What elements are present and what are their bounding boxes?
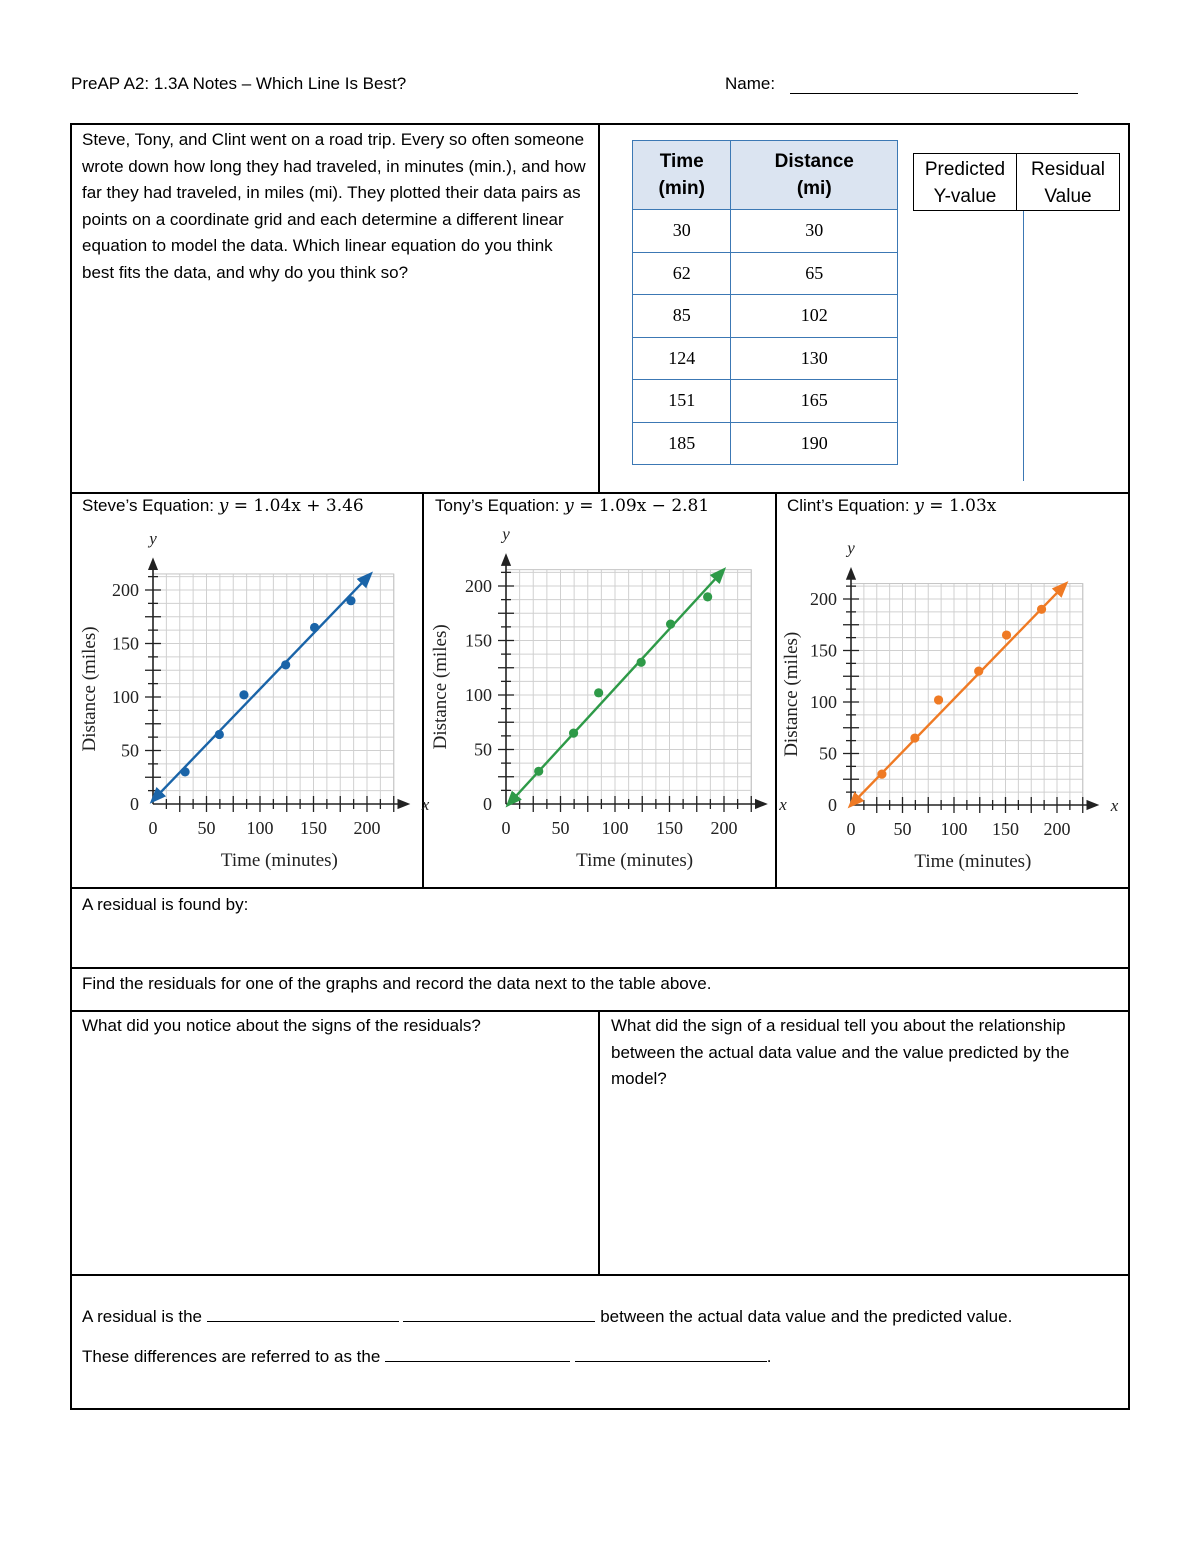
steve-equation: Steve’s Equation: y = 1.04x + 3.46 bbox=[82, 496, 364, 516]
x-axis-title: Time (minutes) bbox=[576, 850, 694, 871]
blank-4[interactable] bbox=[575, 1347, 767, 1362]
blank-3[interactable] bbox=[385, 1347, 570, 1362]
data-point bbox=[281, 660, 290, 669]
y-axis-title: Distance (miles) bbox=[781, 631, 802, 757]
divider-questions bbox=[598, 1010, 600, 1276]
data-point bbox=[181, 767, 190, 776]
x-tick-label: 100 bbox=[601, 818, 629, 838]
data-point bbox=[534, 767, 543, 776]
residual-table-header bbox=[913, 153, 1120, 211]
x-tick-label: 0 bbox=[846, 819, 856, 839]
y-axis-name: y bbox=[502, 524, 510, 544]
data-point bbox=[877, 770, 886, 779]
divider-graph1 bbox=[422, 492, 424, 889]
divider-row3 bbox=[70, 967, 1130, 969]
divider-top-vertical bbox=[598, 123, 600, 494]
y-tick-label: 100 bbox=[112, 687, 139, 707]
tony-graph bbox=[426, 524, 787, 880]
x-tick-label: 100 bbox=[940, 819, 968, 839]
clint-graph bbox=[777, 540, 1122, 880]
residual-definition-prompt: A residual is found by: bbox=[82, 895, 249, 914]
y-tick-label: 50 bbox=[474, 739, 492, 760]
table-header-distance: Distance (mi) bbox=[731, 141, 898, 210]
table-cell: 102 bbox=[731, 295, 898, 338]
table-cell: 30 bbox=[731, 210, 898, 253]
y-tick-label: 150 bbox=[810, 640, 837, 661]
data-point bbox=[1037, 605, 1046, 614]
y-axis-name: y bbox=[847, 538, 855, 558]
fill-in-line-2: These differences are referred to as the . bbox=[82, 1347, 772, 1366]
fit-line bbox=[152, 574, 371, 801]
x-tick-label: 150 bbox=[300, 818, 327, 838]
data-point bbox=[310, 623, 319, 632]
x-tick-label: 50 bbox=[197, 818, 216, 838]
tony-equation: Tony’s Equation: y = 1.09x − 2.81 bbox=[435, 496, 710, 516]
data-point bbox=[703, 592, 712, 601]
table-row bbox=[633, 422, 898, 465]
table-cell: 185 bbox=[633, 422, 731, 465]
y-axis-title: Distance (miles) bbox=[79, 626, 100, 752]
data-point bbox=[974, 667, 983, 676]
y-tick-label: 150 bbox=[465, 630, 492, 651]
x-tick-label: 150 bbox=[656, 818, 683, 838]
x-axis-name: x bbox=[421, 795, 430, 814]
x-tick-label: 200 bbox=[353, 818, 381, 838]
table-row bbox=[633, 380, 898, 423]
residual-value-header: Residual Value bbox=[1031, 159, 1105, 207]
y-tick-label: 0 bbox=[483, 794, 492, 814]
table-row bbox=[633, 337, 898, 380]
y-tick-label: 0 bbox=[130, 794, 139, 814]
x-tick-label: 0 bbox=[148, 818, 158, 838]
divider-row5 bbox=[70, 1274, 1130, 1276]
data-point bbox=[239, 690, 248, 699]
table-row bbox=[633, 295, 898, 338]
y-tick-label: 200 bbox=[112, 580, 139, 600]
table-cell: 65 bbox=[731, 252, 898, 295]
table-header-time: Time (min) bbox=[633, 141, 731, 210]
y-tick-label: 200 bbox=[465, 576, 492, 596]
table-cell: 165 bbox=[731, 380, 898, 423]
table-cell: 85 bbox=[633, 295, 731, 338]
x-tick-label: 50 bbox=[551, 818, 570, 838]
name-blank-line[interactable] bbox=[790, 93, 1078, 94]
data-point bbox=[215, 730, 224, 739]
x-tick-label: 0 bbox=[501, 818, 511, 838]
table-cell: 151 bbox=[633, 380, 731, 423]
data-point bbox=[934, 695, 943, 704]
divider-row2 bbox=[70, 887, 1130, 889]
y-tick-label: 150 bbox=[112, 633, 139, 654]
predicted-y-header: Predicted Y-value bbox=[914, 154, 1017, 210]
fill-in-line-1: A residual is the between the actual data value and the predicted value. bbox=[82, 1307, 1013, 1326]
y-axis-title: Distance (miles) bbox=[430, 624, 451, 750]
blank-2[interactable] bbox=[403, 1307, 595, 1322]
residual-table-divider bbox=[1023, 211, 1024, 481]
x-axis-name: x bbox=[1110, 796, 1119, 815]
clint-equation: Clint’s Equation: y = 1.03x bbox=[787, 496, 997, 516]
x-axis-title: Time (minutes) bbox=[914, 851, 1032, 872]
y-tick-label: 200 bbox=[810, 589, 837, 609]
data-point bbox=[346, 596, 355, 605]
data-point bbox=[594, 688, 603, 697]
page-title: PreAP A2: 1.3A Notes – Which Line Is Best? bbox=[71, 74, 407, 93]
divider-row1 bbox=[70, 492, 1130, 494]
table-cell: 190 bbox=[731, 422, 898, 465]
data-point bbox=[1002, 630, 1011, 639]
data-point bbox=[666, 620, 675, 629]
blank-1[interactable] bbox=[207, 1307, 399, 1322]
y-tick-label: 0 bbox=[828, 795, 837, 815]
y-tick-label: 100 bbox=[465, 685, 492, 705]
y-tick-label: 100 bbox=[810, 692, 837, 712]
x-axis-title: Time (minutes) bbox=[220, 850, 338, 871]
table-cell: 30 bbox=[633, 210, 731, 253]
table-row bbox=[633, 252, 898, 295]
table-cell: 124 bbox=[633, 337, 731, 380]
data-table bbox=[632, 140, 898, 465]
table-cell: 130 bbox=[731, 337, 898, 380]
question-signs: What did you notice about the signs of the residuals? bbox=[82, 1016, 481, 1035]
name-label: Name: bbox=[725, 74, 776, 93]
y-tick-label: 50 bbox=[121, 740, 139, 761]
steve-graph bbox=[75, 528, 430, 880]
x-tick-label: 150 bbox=[992, 819, 1019, 839]
find-residuals-instruction: Find the residuals for one of the graphs and record the data next to the table above. bbox=[82, 974, 712, 993]
data-point bbox=[910, 733, 919, 742]
y-axis-name: y bbox=[149, 528, 157, 548]
x-tick-label: 50 bbox=[893, 819, 912, 839]
data-point bbox=[569, 729, 578, 738]
x-tick-label: 200 bbox=[1043, 819, 1071, 839]
x-tick-label: 200 bbox=[710, 818, 738, 838]
problem-text: Steve, Tony, and Clint went on a road trip. Every so often someone wrote down how long they had traveled, in minutes (min.), and how far they had traveled, in miles (mi). They plotted their data pairs as points on a coordinate grid and each determine a different linear equation to model the data. Which linear equation do you think best fits the data, and why do you think so? bbox=[82, 130, 586, 282]
data-point bbox=[637, 658, 646, 667]
x-tick-label: 100 bbox=[246, 818, 274, 838]
divider-row4 bbox=[70, 1010, 1130, 1012]
y-tick-label: 50 bbox=[819, 743, 837, 764]
table-row bbox=[633, 210, 898, 253]
table-header-row bbox=[633, 141, 898, 210]
table-cell: 62 bbox=[633, 252, 731, 295]
question-meaning: What did the sign of a residual tell you about the relationship between the actual data value and the value predicted by the model? bbox=[611, 1016, 1070, 1088]
x-axis-name: x bbox=[779, 795, 787, 814]
